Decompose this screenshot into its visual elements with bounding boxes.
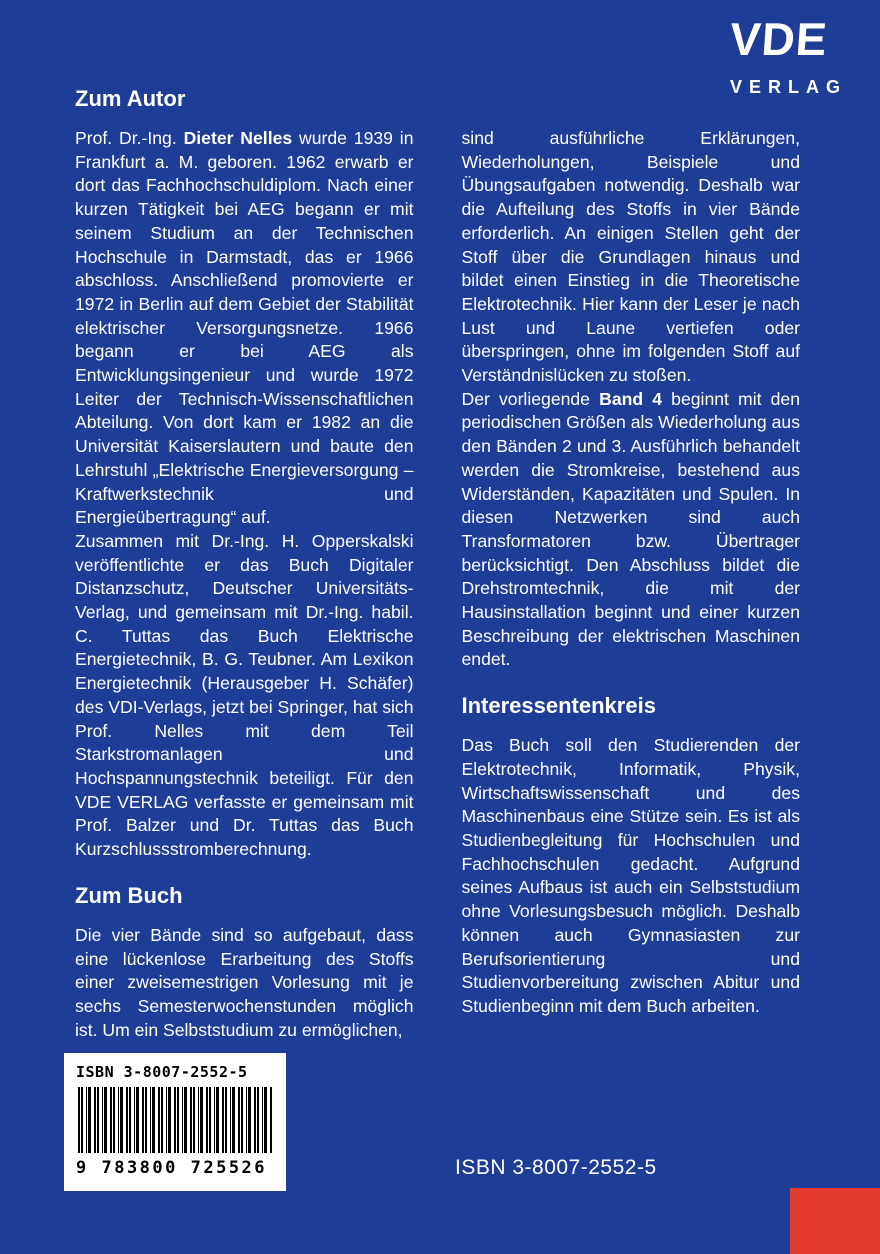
- text-columns: [75, 86, 800, 1042]
- paragraph-buch-2: [462, 388, 801, 672]
- vde-wordmark: VDE: [728, 13, 830, 65]
- author-name: Dieter Nelles: [183, 128, 293, 148]
- buch-p2-post: beginnt mit den periodischen Größen als Wiederholung aus den Bänden 2 und 3. Ausführlich behandelt werden die Stromkreise, bestehend aus Widerständen, Kapazitäten und Spulen. In diesen Netzwerken sind auch Transformatoren bzw. Übertrager berücksichtigt. Den Abschluss bildet die Drehstromtechnik, die mit der Hausinstallation beginnt und einer kurzen Beschreibung der elektrischen Maschinen endet.: [461, 388, 800, 670]
- verlag-wordmark: VERLAG: [730, 77, 848, 97]
- red-corner-mark: [790, 1188, 880, 1254]
- autor-p1-pre: Prof. Dr.-Ing.: [75, 128, 184, 148]
- isbn-barcode-panel: [64, 1053, 286, 1191]
- section-heading-interessentenkreis: Interessentenkreis: [461, 693, 656, 719]
- vde-verlag-logo: [728, 13, 848, 97]
- barcode-isbn-label: ISBN 3-8007-2552-5: [76, 1063, 248, 1081]
- left-column: [75, 86, 414, 1042]
- barcode-digits: 9 783800 725526: [76, 1158, 268, 1178]
- autor-p1-post: wurde 1939 in Frankfurt a. M. geboren. 1962 erwarb er dort das Fachhochschuldiplom. Nach einer kurzen Tätigkeit bei AEG begann er mit seinem Studium an der Technischen Hochschule in Darmstadt, das er 1966 abschloss. Anschließend promovierte er 1972 in Berlin auf dem Gebiet der Stabilität elektrischer Versorgungsnetze. 1966 begann er bei AEG als Entwicklungsingenieur und wurde 1972 Leiter der Technisch-Wissenschaftlichen Abteilung. Von dort kam er 1982 an die Universität Kaiserslautern und baute den Lehrstuhl „Elektrische Energieversorgung – Kraftwerkstechnik und Energieübertragung“ auf.: [75, 128, 414, 528]
- right-column: [462, 86, 801, 1042]
- band-4-label: Band 4: [599, 388, 663, 409]
- paragraph-buch-1-right: sind ausführliche Erklärungen, Wiederholungen, Beispiele und Übungsaufgaben notwendig. Deshalb war die Aufteilung des Stoffs in vier Bände erforderlich. An einigen Stellen geht der Stoff über die Grundlagen hinaus und bildet einen Einstieg in die Theoretische Elektrotechnik. Hier kann der Leser je nach Lust und Laune vertiefen oder überspringen, ohne im folgenden Stoff auf Verständnislücken zu stoßen.: [461, 128, 800, 386]
- barcode-image: [78, 1087, 272, 1153]
- paragraph-autor-2: Zusammen mit Dr.-Ing. H. Opperskalski veröffentlichte er das Buch Digitaler Distanzschutz, Deutscher Universitäts-Verlag, und gemeinsam mit Dr.-Ing. habil. C. Tuttas das Buch Elektrische Energietechnik, B. G. Teubner. Am Lexikon Energietechnik (Herausgeber H. Schäfer) des VDI-Verlags, jetzt bei Springer, hat sich Prof. Nelles mit dem Teil Starkstromanlagen und Hochspannungstechnik beteiligt. Für den VDE VERLAG verfasste er gemeinsam mit Prof. Balzer und Dr. Tuttas das Buch Kurzschlussstromberechnung.: [75, 530, 414, 860]
- section-heading-zum-buch: Zum Buch: [75, 882, 183, 908]
- paragraph-interessenten-1: Das Buch soll den Studierenden der Elektrotechnik, Informatik, Physik, Wirtschaftswissenschaft und des Maschinenbaus eine Stütze sein. Es ist als Studienbegleitung für Hochschulen und Fachhochschulen gedacht. Aufgrund seines Aufbaus ist auch ein Selbststudium ohne Vorlesungsbesuch möglich. Deshalb können auch Gymnasiasten zur Berufsorientierung und Studienvorbereitung zwischen Abitur und Studienbeginn mit dem Buch arbeiten.: [461, 735, 800, 1016]
- isbn-footer: ISBN 3-8007-2552-5: [455, 1156, 657, 1179]
- paragraph-buch-1-left: Die vier Bände sind so aufgebaut, dass eine lückenlose Erarbeitung des Stoffs einer zweisemestrigen Vorlesung mit je sechs Semesterwochenstunden möglich ist. Um ein Selbststudium zu ermöglichen,: [75, 924, 414, 1040]
- paragraph-autor-1: [75, 127, 414, 530]
- buch-p2-pre: Der vorliegende: [461, 388, 600, 409]
- section-heading-zum-autor: Zum Autor: [75, 86, 186, 111]
